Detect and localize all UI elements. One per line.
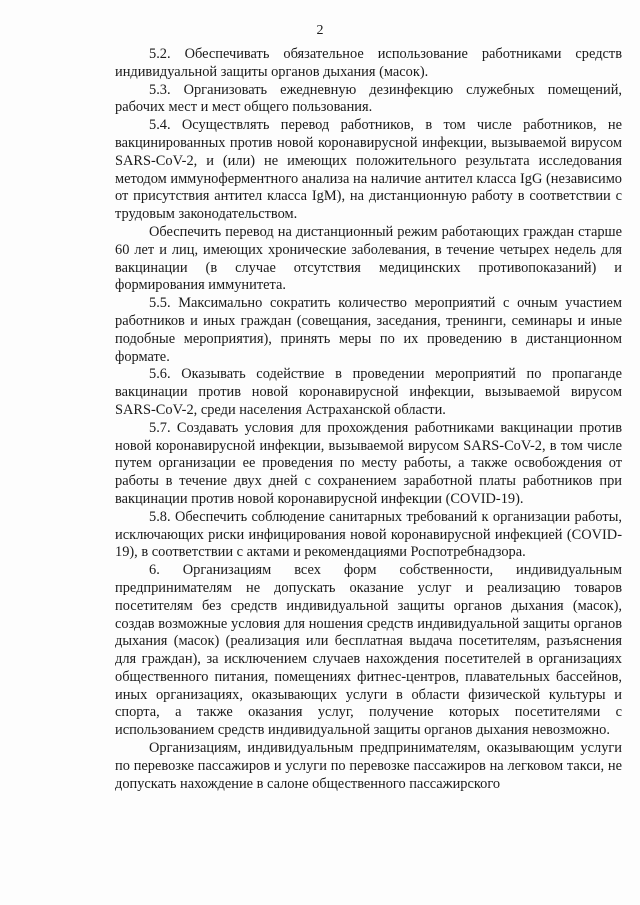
paragraph-5-6: 5.6. Оказывать содействие в проведении мероприятий по пропаганде вакцинации против новой коронавирусной инфекции, вызываемой вирусом SARS-CoV-2, среди населения Астраханской области. bbox=[115, 366, 622, 418]
paragraph-5-5: 5.5. Максимально сократить количество мероприятий с очным участием работников и иных граждан (совещания, заседания, тренинги, семинары и иные подобные мероприятия), принять меры по их проведению в дистанционном формате. bbox=[115, 295, 622, 365]
paragraph-5-4: 5.4. Осуществлять перевод работников, в том числе работников, не вакцинированных против новой коронавирусной инфекции, вызываемой вирусом SARS-CoV-2, и (или) не имеющих положительного результата исследования методом иммуноферментного анализа на наличие антител класса IgG (независимо от присутствия антител класса IgM), на дистанционную работу в соответствии с трудовым законодательством. bbox=[115, 117, 622, 223]
page-number: 2 bbox=[316, 23, 324, 38]
paragraph-6-transport: Организациям, индивидуальным предпринимателям, оказывающим услуги по перевозке пассажиров и услуги по перевозке пассажиров на легковом такси, не допускать нахождение в салоне общественного пассажирского bbox=[115, 740, 622, 792]
paragraph-5-8: 5.8. Обеспечить соблюдение санитарных требований к организации работы, исключающих риски инфицирования новой коронавирусной инфекцией (COVID-19), в соответствии с актами и рекомендациями Роспотребнадзора. bbox=[115, 508, 622, 561]
paragraph-6: 6. Организациям всех форм собственности, индивидуальным предпринимателям не допускать оказание услуг и реализацию товаров посетителям без средств индивидуальной защиты органов дыхания (масок), создав возможные условия для ношения средств индивидуальной защиты органов дыхания (масок) (реализация или бесплатная выдача посетителям, разъяснения для граждан), за исключением случаев нахождения посетителей в организациях общественного питания, помещениях фитнес-центров, плавательных бассейнов, иных организациях, оказывающих услуги в области физической культуры и спорта, а также оказания услуг, получение которых посетителями с использованием средств индивидуальной защиты органов дыхания невозможно. bbox=[115, 562, 622, 739]
paragraph-5-7: 5.7. Создавать условия для прохождения работниками вакцинации против новой коронавирусной инфекции, вызываемой вирусом SARS-CoV-2, в том числе путем организации ее проведения по месту работы, а также освобождения от работы в течение двух дней с сохранением заработной платы работников при вакцинации против новой коронавирусной инфекции (COVID-19). bbox=[115, 419, 622, 507]
paragraph-5-2: 5.2. Обеспечивать обязательное использование работниками средств индивидуальной защиты органов дыхания (масок). bbox=[115, 46, 622, 80]
paragraph-5-4-remote-work: Обеспечить перевод на дистанционный режим работающих граждан старше 60 лет и лиц, имеющих хронические заболевания, в течение четырех недель для вакцинации (в случае отсутствия медицинских противопоказаний) и формирования иммунитета. bbox=[115, 223, 622, 294]
paragraph-5-3: 5.3. Организовать ежедневную дезинфекцию служебных помещений, рабочих мест и мест общего пользования. bbox=[115, 81, 622, 116]
document-body bbox=[115, 46, 622, 793]
